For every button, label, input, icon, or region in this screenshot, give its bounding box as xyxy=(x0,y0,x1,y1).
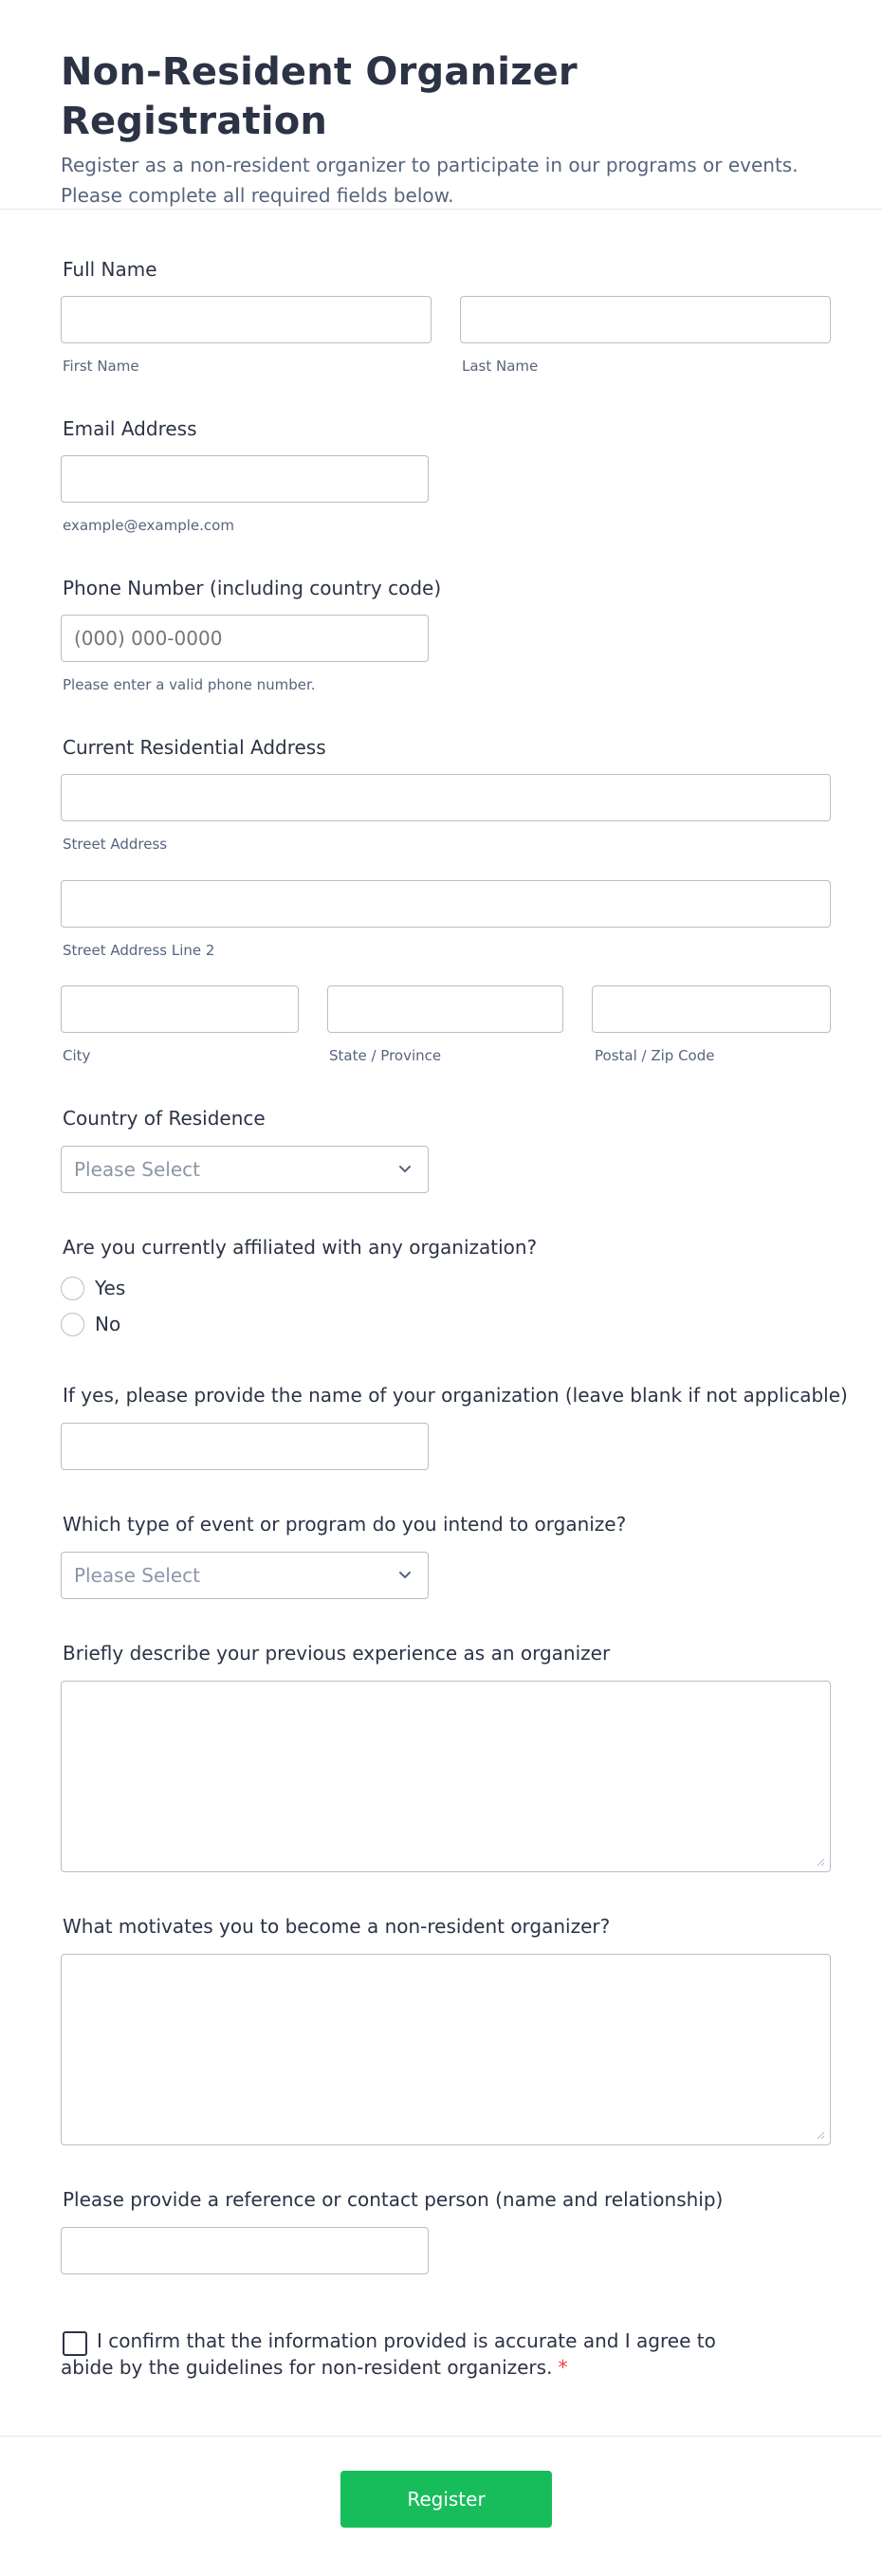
footer-divider xyxy=(0,2436,882,2437)
country-select-value: Please Select xyxy=(74,1158,200,1181)
reference-label: Please provide a reference or contact person (name and relationship) xyxy=(63,2188,724,2211)
confirm-label: I confirm that the information provided is accurate and I agree to abide by the guidelines for non-resident organizers. xyxy=(61,2329,716,2379)
postal-code-input[interactable] xyxy=(592,985,831,1033)
radio-label: No xyxy=(95,1313,121,1335)
event-type-select-value: Please Select xyxy=(74,1564,200,1587)
last-name-input[interactable] xyxy=(460,296,831,343)
last-name-sublabel: Last Name xyxy=(462,358,539,375)
affiliated-label: Are you currently affiliated with any organization? xyxy=(63,1236,538,1259)
radio-button[interactable] xyxy=(61,1277,84,1300)
postal-code-sublabel: Postal / Zip Code xyxy=(595,1047,715,1064)
motivation-label: What motivates you to become a non-resident organizer? xyxy=(63,1915,611,1938)
street-address-sublabel: Street Address xyxy=(63,836,168,853)
experience-label: Briefly describe your previous experience as an organizer xyxy=(63,1642,611,1665)
form-header xyxy=(61,47,838,211)
email-sublabel: example@example.com xyxy=(63,517,234,534)
country-label: Country of Residence xyxy=(63,1107,266,1130)
chevron-down-icon xyxy=(395,1565,415,1586)
first-name-input[interactable] xyxy=(61,296,432,343)
chevron-down-icon xyxy=(395,1159,415,1180)
radio-option-no[interactable] xyxy=(61,1311,120,1337)
header-divider xyxy=(0,209,882,210)
city-sublabel: City xyxy=(63,1047,91,1064)
email-input[interactable] xyxy=(61,455,429,503)
street-address-line2-input[interactable] xyxy=(61,880,831,928)
required-mark: * xyxy=(558,2356,568,2379)
radio-label: Yes xyxy=(95,1277,126,1299)
experience-textarea[interactable] xyxy=(61,1681,831,1872)
page-title: Non-Resident Organizer Registration xyxy=(61,50,578,143)
resize-grip-icon[interactable] xyxy=(816,1857,825,1867)
state-input[interactable] xyxy=(327,985,563,1033)
resize-grip-icon[interactable] xyxy=(816,2130,825,2140)
state-sublabel: State / Province xyxy=(329,1047,442,1064)
full-name-label: Full Name xyxy=(63,258,157,281)
confirm-text xyxy=(61,2328,763,2381)
street-address-input[interactable] xyxy=(61,774,831,821)
email-label: Email Address xyxy=(63,417,197,440)
page-subtitle: Register as a non-resident organizer to participate in our programs or events. Please complete all required fields below. xyxy=(61,154,799,207)
street-address-line2-sublabel: Street Address Line 2 xyxy=(63,942,215,959)
phone-input[interactable] xyxy=(61,615,429,662)
country-select[interactable] xyxy=(61,1146,429,1193)
radio-button[interactable] xyxy=(61,1313,84,1336)
radio-option-yes[interactable] xyxy=(61,1275,125,1301)
event-type-label: Which type of event or program do you intend to organize? xyxy=(63,1513,627,1536)
reference-input[interactable] xyxy=(61,2227,429,2274)
motivation-textarea[interactable] xyxy=(61,1954,831,2145)
phone-sublabel: Please enter a valid phone number. xyxy=(63,676,316,693)
event-type-select[interactable] xyxy=(61,1552,429,1599)
address-label: Current Residential Address xyxy=(63,736,326,759)
register-button[interactable]: Register xyxy=(340,2471,552,2528)
city-input[interactable] xyxy=(61,985,299,1033)
organization-name-label: If yes, please provide the name of your organization (leave blank if not applicable) xyxy=(63,1384,848,1407)
first-name-sublabel: First Name xyxy=(63,358,139,375)
organization-name-input[interactable] xyxy=(61,1423,429,1470)
phone-label: Phone Number (including country code) xyxy=(63,577,442,599)
